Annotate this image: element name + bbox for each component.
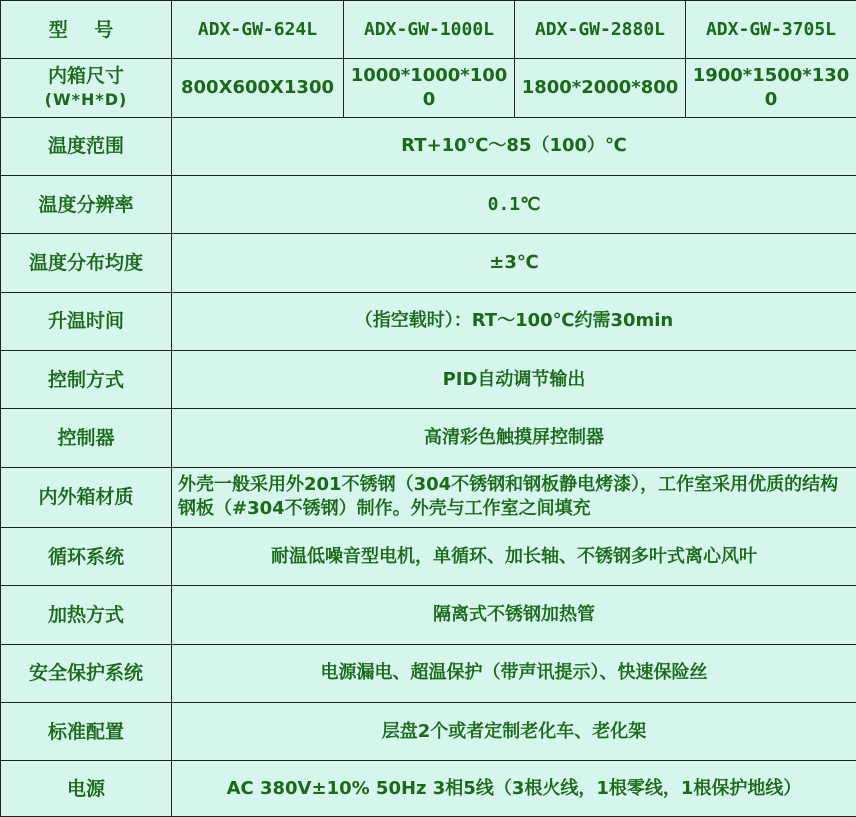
spec-row <box>1 351 856 409</box>
spec-value: 隔离式不锈钢加热管 <box>172 586 856 644</box>
spec-value: 0.1℃ <box>172 176 856 234</box>
model-label: 型 号 <box>1 1 172 59</box>
spec-row <box>1 644 856 702</box>
spec-label: 温度分布均度 <box>1 234 172 292</box>
model-cell: ADX-GW-2880L <box>515 1 686 59</box>
spec-value: 外壳一般采用外201不锈钢（304不锈钢和钢板静电烤漆），工作室采用优质的结构钢板（#304不锈钢）制作。外壳与工作室之间填充 <box>172 467 856 527</box>
spec-row <box>1 292 856 350</box>
spec-label: 循环系统 <box>1 528 172 586</box>
size-cell: 1800*2000*800 <box>515 59 686 117</box>
spec-value: RT+10℃～85（100）℃ <box>172 117 856 175</box>
spec-label: 温度分辨率 <box>1 176 172 234</box>
spec-value: 耐温低噪音型电机，单循环、加长轴、不锈钢多叶式离心风叶 <box>172 528 856 586</box>
spec-value: 层盘2个或者定制老化车、老化架 <box>172 703 856 761</box>
spec-label: 内外箱材质 <box>1 467 172 527</box>
spec-label: 电源 <box>1 761 172 817</box>
model-cell: ADX-GW-1000L <box>344 1 515 59</box>
spec-row <box>1 703 856 761</box>
spec-row <box>1 528 856 586</box>
model-row <box>1 1 856 59</box>
spec-label: 温度范围 <box>1 117 172 175</box>
size-cell: 1900*1500*1300 <box>686 59 856 117</box>
spec-value: PID自动调节输出 <box>172 351 856 409</box>
spec-row <box>1 586 856 644</box>
spec-row <box>1 761 856 817</box>
spec-label: 控制器 <box>1 409 172 467</box>
size-cell: 1000*1000*1000 <box>344 59 515 117</box>
spec-value: ±3℃ <box>172 234 856 292</box>
size-label <box>1 59 172 117</box>
spec-value: 高清彩色触摸屏控制器 <box>172 409 856 467</box>
spec-value: 电源漏电、超温保护（带声讯提示）、快速保险丝 <box>172 644 856 702</box>
spec-row <box>1 234 856 292</box>
size-cell: 800X600X1300 <box>172 59 344 117</box>
model-cell: ADX-GW-624L <box>172 1 344 59</box>
size-row <box>1 59 856 117</box>
spec-label: 升温时间 <box>1 292 172 350</box>
spec-value: （指空载时）：RT～100℃约需30min <box>172 292 856 350</box>
spec-label: 加热方式 <box>1 586 172 644</box>
spec-value: AC 380V±10% 50Hz 3相5线（3根火线，1根零线，1根保护地线） <box>172 761 856 817</box>
size-label-text: 内箱尺寸 <box>47 65 124 88</box>
model-cell: ADX-GW-3705L <box>686 1 856 59</box>
spec-row <box>1 176 856 234</box>
spec-label: 安全保护系统 <box>1 644 172 702</box>
spec-row <box>1 117 856 175</box>
spec-label: 控制方式 <box>1 351 172 409</box>
spec-row <box>1 467 856 527</box>
size-sublabel: (W*H*D) <box>44 90 128 110</box>
spec-label: 标准配置 <box>1 703 172 761</box>
spec-row <box>1 409 856 467</box>
